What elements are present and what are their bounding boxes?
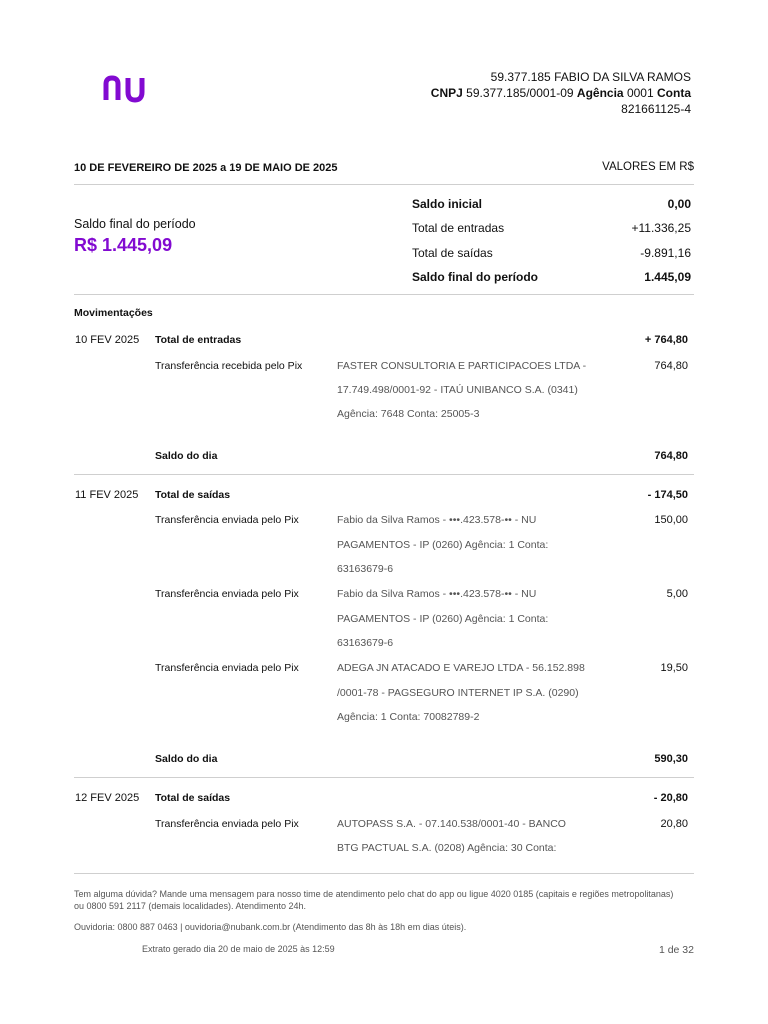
- divider: [74, 474, 694, 475]
- summary-label: Saldo final do período: [412, 270, 538, 284]
- agencia-label: Agência: [576, 86, 624, 100]
- summary-label: Saldo inicial: [412, 197, 483, 211]
- agencia-value: 0001: [626, 86, 654, 100]
- day-balance-value: 590,30: [654, 753, 688, 765]
- transaction-desc: FASTER CONSULTORIA E PARTICIPACOES LTDA -: [337, 360, 587, 372]
- summary-row-saidas: [412, 246, 691, 260]
- summary-label: Total de saídas: [412, 246, 493, 260]
- footer-help: Tem alguma dúvida? Mande uma mensagem para nosso time de atendimento pelo chat do app ou ligue 4020 0185 (capitais e regiões metropolitanas) ou 0800 591 2117 (demais localidades). Atendimento 24h.: [74, 889, 674, 911]
- currency-note: VALORES EM R$: [602, 161, 694, 173]
- day-date: 12 FEV 2025: [75, 792, 140, 804]
- holder-ids: [431, 85, 691, 101]
- transaction-type: Transferência recebida pelo Pix: [155, 360, 303, 372]
- summary-label: Total de entradas: [412, 221, 505, 235]
- day-total-label: Total de saídas: [155, 489, 231, 501]
- transaction-desc: Fabio da Silva Ramos - •••.423.578-•• - NU: [337, 588, 537, 600]
- movements-title: Movimentações: [74, 307, 153, 319]
- final-balance-label: Saldo final do período: [74, 217, 196, 231]
- summary-value: -9.891,16: [640, 246, 691, 260]
- transaction-desc: PAGAMENTOS - IP (0260) Agência: 1 Conta:: [337, 539, 549, 551]
- transaction-value: 20,80: [660, 818, 688, 830]
- transaction-value: 5,00: [666, 588, 688, 600]
- day-date: 10 FEV 2025: [75, 334, 140, 346]
- nubank-logo: [102, 74, 150, 104]
- transaction-desc: BTG PACTUAL S.A. (0208) Agência: 30 Conta:: [337, 842, 557, 854]
- transaction-value: 764,80: [654, 360, 688, 372]
- day-total-value: + 764,80: [644, 334, 688, 346]
- conta-value: 821661125-4: [621, 102, 691, 116]
- transaction-desc: 63163679-6: [337, 563, 394, 575]
- divider: [74, 294, 694, 295]
- day-total-label: Total de entradas: [155, 334, 242, 346]
- transaction-type: Transferência enviada pelo Pix: [155, 588, 299, 600]
- summary-value: +11.336,25: [631, 221, 691, 235]
- summary-value: 1.445,09: [644, 270, 691, 284]
- day-total-value: - 20,80: [653, 792, 688, 804]
- transaction-desc: Fabio da Silva Ramos - •••.423.578-•• - NU: [337, 514, 537, 526]
- transaction-desc: Agência: 1 Conta: 70082789-2: [337, 711, 480, 723]
- transaction-type: Transferência enviada pelo Pix: [155, 818, 299, 830]
- footer-ouvidoria: Ouvidoria: 0800 887 0463 | ouvidoria@nubank.com.br (Atendimento das 8h às 18h em dias úteis).: [74, 922, 467, 932]
- day-date: 11 FEV 2025: [75, 489, 139, 501]
- summary-value: 0,00: [667, 197, 691, 211]
- transaction-type: Transferência enviada pelo Pix: [155, 514, 299, 526]
- final-balance-value: R$ 1.445,09: [74, 235, 173, 255]
- summary-row-initial: [412, 197, 691, 211]
- day-balance-label: Saldo do dia: [155, 753, 218, 765]
- transaction-desc: ADEGA JN ATACADO E VAREJO LTDA - 56.152.898: [337, 662, 585, 674]
- statement-period: 10 DE FEVEREIRO DE 2025 a 19 DE MAIO DE 2025: [74, 162, 338, 174]
- day-total-value: - 174,50: [647, 489, 688, 501]
- transaction-value: 150,00: [654, 514, 688, 526]
- day-balance-value: 764,80: [654, 450, 688, 462]
- transaction-type: Transferência enviada pelo Pix: [155, 662, 299, 674]
- summary-row-entradas: [412, 221, 691, 235]
- transaction-desc: AUTOPASS S.A. - 07.140.538/0001-40 - BANCO: [337, 818, 566, 830]
- transaction-value: 19,50: [660, 662, 688, 674]
- cnpj-value: 59.377.185/0001-09: [466, 86, 574, 100]
- transaction-desc: 63163679-6: [337, 637, 394, 649]
- holder-name: 59.377.185 FABIO DA SILVA RAMOS: [490, 70, 691, 84]
- divider: [74, 184, 694, 185]
- conta-label: Conta: [657, 86, 691, 100]
- divider: [74, 777, 694, 778]
- transaction-desc: PAGAMENTOS - IP (0260) Agência: 1 Conta:: [337, 613, 549, 625]
- summary-row-final: [412, 270, 691, 284]
- transaction-desc: Agência: 7648 Conta: 25005-3: [337, 408, 480, 420]
- day-total-label: Total de saídas: [155, 792, 231, 804]
- divider: [74, 873, 694, 874]
- transaction-desc: /0001-78 - PAGSEGURO INTERNET IP S.A. (0290): [337, 687, 579, 699]
- cnpj-label: CNPJ: [430, 86, 463, 100]
- footer-generated: Extrato gerado dia 20 de maio de 2025 às 12:59: [142, 944, 335, 954]
- day-balance-label: Saldo do dia: [155, 450, 218, 462]
- transaction-desc: 17.749.498/0001-92 - ITAÚ UNIBANCO S.A. (0341): [337, 384, 578, 396]
- page-number: 1 de 32: [658, 944, 694, 956]
